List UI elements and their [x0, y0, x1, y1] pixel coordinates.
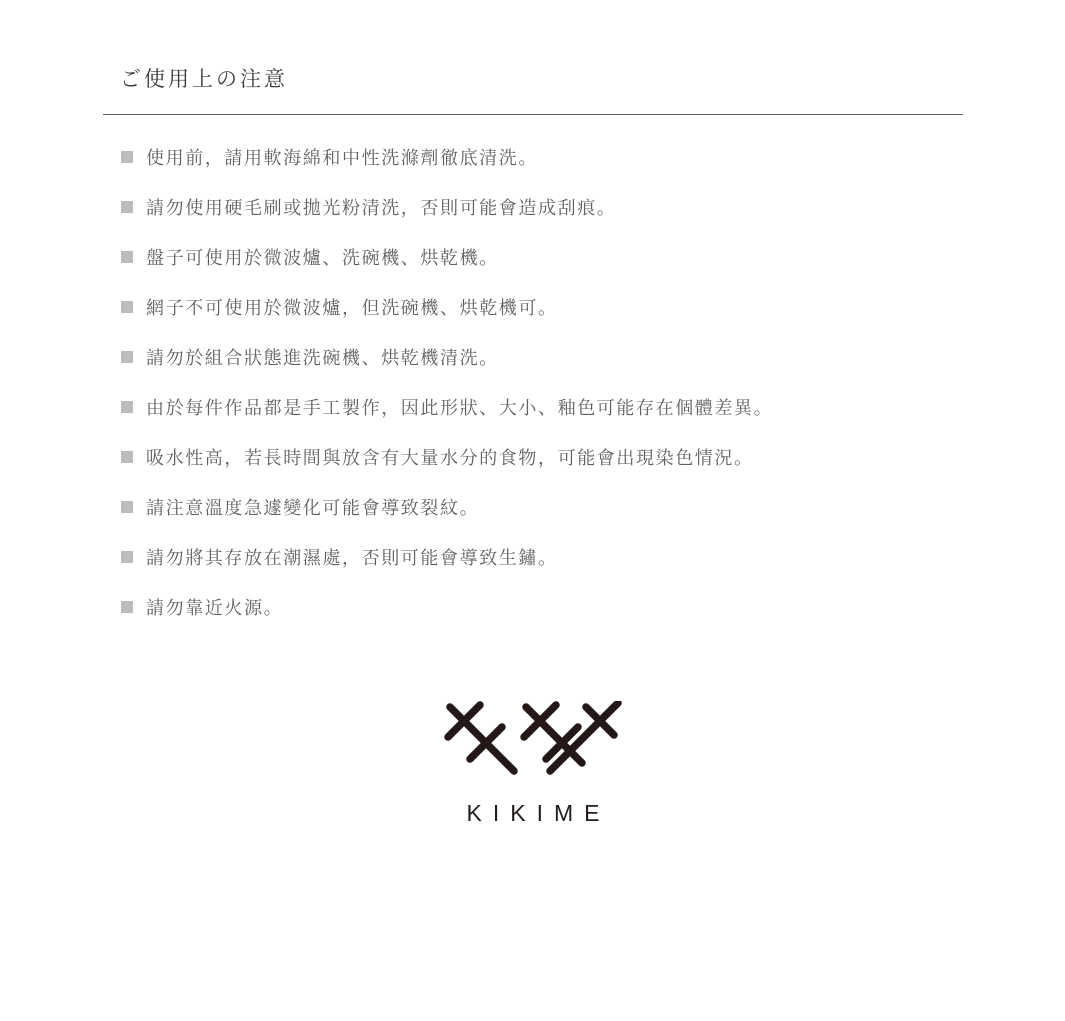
- notice-item: [121, 296, 963, 320]
- page-title: ご使用上の注意: [120, 68, 288, 91]
- notice-item: [121, 196, 963, 220]
- triple-x-stitch-mark-icon: [444, 701, 622, 779]
- square-bullet-icon: [121, 451, 133, 463]
- notice-text: 使用前，請用軟海綿和中性洗滌劑徹底清洗。: [146, 148, 538, 168]
- notice-item: [121, 346, 963, 370]
- notice-item: [121, 496, 963, 520]
- notice-item: [121, 546, 963, 570]
- brand-logo: [103, 701, 963, 827]
- notice-item: [121, 146, 963, 170]
- notice-text: 請勿使用硬毛刷或拋光粉清洗，否則可能會造成刮痕。: [146, 198, 617, 218]
- notice-item: [121, 596, 963, 620]
- square-bullet-icon: [121, 151, 133, 163]
- notice-text: 請注意溫度急遽變化可能會導致裂紋。: [146, 498, 480, 518]
- notice-item: [121, 246, 963, 270]
- notice-text: 請勿於組合狀態進洗碗機、烘乾機清洗。: [146, 348, 499, 368]
- square-bullet-icon: [121, 301, 133, 313]
- brand-wordmark: KIKIME: [466, 800, 611, 826]
- notice-list: [103, 146, 963, 620]
- notice-text: 吸水性高，若長時間與放含有大量水分的食物，可能會出現染色情況。: [146, 448, 754, 468]
- notice-text: 盤子可使用於微波爐、洗碗機、烘乾機。: [146, 248, 499, 268]
- title-divider: [103, 114, 963, 115]
- square-bullet-icon: [121, 201, 133, 213]
- square-bullet-icon: [121, 501, 133, 513]
- square-bullet-icon: [121, 601, 133, 613]
- square-bullet-icon: [121, 351, 133, 363]
- notice-text: 請勿靠近火源。: [146, 598, 284, 618]
- notice-item: [121, 396, 963, 420]
- square-bullet-icon: [121, 251, 133, 263]
- notice-text: 請勿將其存放在潮濕處，否則可能會導致生鏽。: [146, 548, 558, 568]
- square-bullet-icon: [121, 551, 133, 563]
- notice-text: 由於每件作品都是手工製作，因此形狀、大小、釉色可能存在個體差異。: [146, 398, 774, 418]
- notice-item: [121, 446, 963, 470]
- usage-notice-section: [103, 0, 963, 827]
- square-bullet-icon: [121, 401, 133, 413]
- notice-text: 網子不可使用於微波爐，但洗碗機、烘乾機可。: [146, 298, 558, 318]
